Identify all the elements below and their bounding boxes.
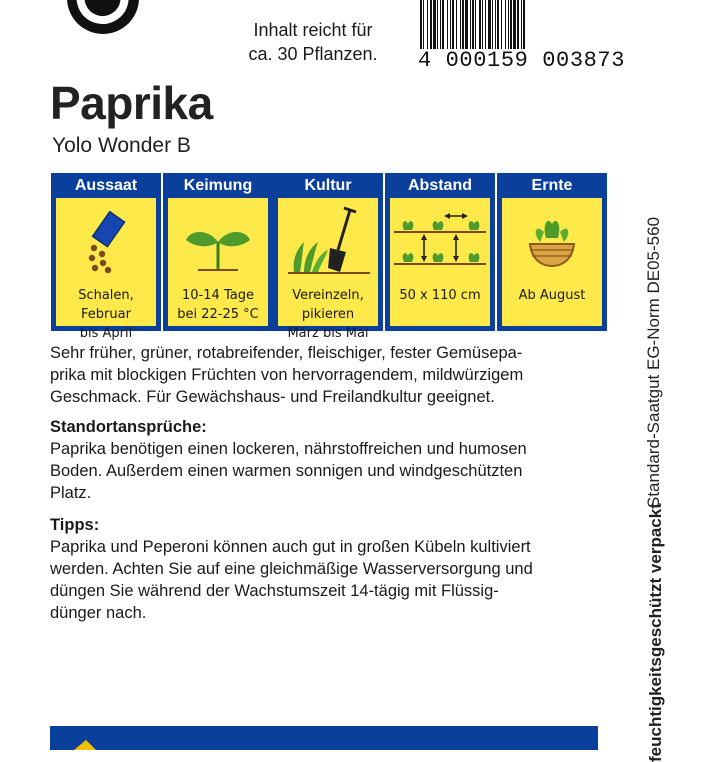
step-label: Kultur (304, 177, 352, 194)
text-line: Boden. Außerdem einen warmen sonnigen und windgeschützten (50, 462, 523, 480)
contents-note (228, 18, 398, 66)
step-panel-ernte (497, 173, 607, 331)
barcode-number: 4 000159 003873 (418, 49, 630, 73)
recycling-logo (58, 0, 148, 36)
moisture-protected-label: feuchtigkeitsgeschützt verpackt (646, 503, 665, 762)
step-label: Aussaat (74, 177, 138, 194)
text-line: prika mit blockigen Früchten von hervorragendem, mildwürzigem (50, 366, 524, 384)
step-label: Ernte (531, 177, 573, 194)
tips-heading: Tipps: (50, 516, 100, 534)
step-panel-aussaat (51, 173, 161, 341)
intro-paragraph (50, 342, 600, 408)
step-text-line: Ab August (518, 288, 586, 303)
location-paragraph (50, 438, 600, 504)
contents-line-1: Inhalt reicht für (253, 20, 373, 40)
step-text-line: bis April (79, 326, 133, 341)
step-panel-abstand (385, 173, 495, 331)
spade-plant-icon (278, 202, 378, 278)
step-text-line: Schalen, (78, 288, 134, 303)
text-line: werden. Achten Sie auf eine gleichmäßige Wasserversorgung und (50, 560, 533, 578)
text-line: Platz. (50, 484, 92, 502)
text-line: düngen Sie während der Wachstumszeit 14-tägig mit Flüssig- (50, 582, 499, 600)
spacing-icon (390, 202, 490, 278)
text-line: Paprika und Peperoni können auch gut in großen Kübeln kultiviert (50, 538, 531, 556)
brand-mark-icon (72, 740, 98, 750)
seedling-icon (168, 202, 268, 278)
text-line: Paprika benötigen einen lockeren, nährstoffreichen und humosen (50, 440, 527, 458)
location-heading: Standortansprüche: (50, 418, 207, 436)
bottom-band (50, 726, 598, 750)
seed-packet-icon (56, 202, 156, 278)
step-text-line: pikieren (301, 307, 355, 322)
standard-seed-label: Standard-Saatgut EG-Norm DE05-560 (644, 216, 663, 508)
step-label: Keimung (183, 177, 253, 194)
step-text-line: 50 x 110 cm (399, 288, 481, 303)
step-text-line: 10-14 Tage (182, 288, 254, 303)
step-panel-keimung (163, 173, 273, 331)
product-title: Paprika (50, 77, 213, 129)
step-label: Abstand (408, 177, 472, 194)
step-text-line: März bis Mai (287, 326, 369, 341)
step-text-line: bei 22-25 °C (177, 307, 259, 322)
tips-paragraph (50, 536, 600, 624)
variety-name: Yolo Wonder B (52, 134, 191, 157)
step-panel-kultur (273, 173, 383, 341)
text-line: Geschmack. Für Gewächshaus- und Freilandkultur geeignet. (50, 388, 495, 406)
contents-line-2: ca. 30 Pflanzen. (248, 44, 378, 64)
step-text-line: Vereinzeln, (292, 288, 364, 303)
step-text-line: Februar (81, 307, 131, 322)
text-line: dünger nach. (50, 604, 147, 622)
harvest-bowl-icon (502, 202, 602, 278)
text-line: Sehr früher, grüner, rotabreifender, fleischiger, fester Gemüsepa- (50, 344, 523, 362)
